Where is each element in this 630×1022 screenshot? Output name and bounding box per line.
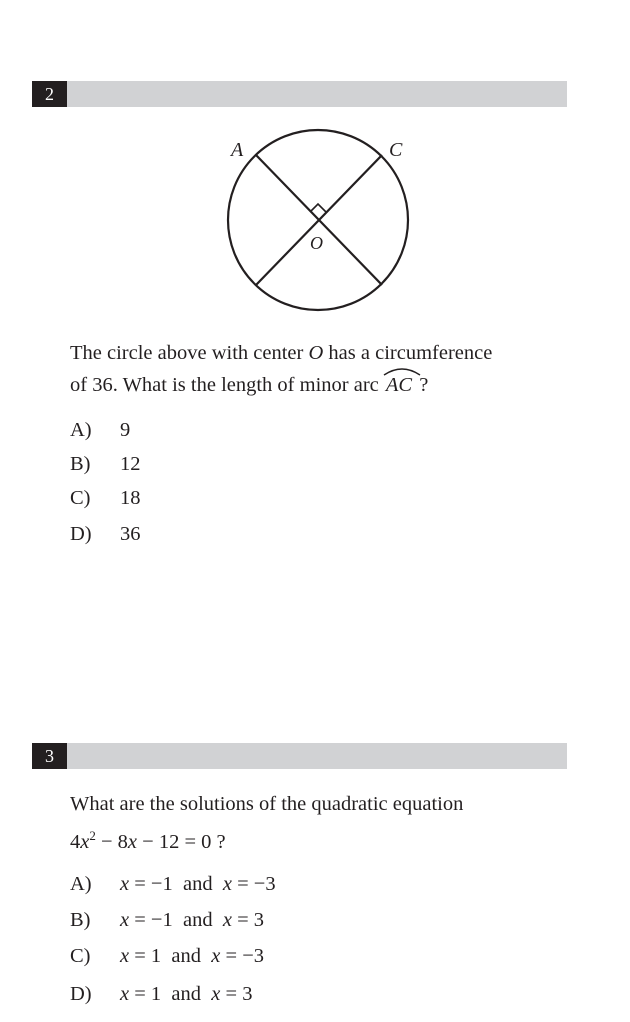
question-2-stem-line-2: of 36. What is the length of minor arc AC ? <box>70 369 492 401</box>
question-3-stem <box>70 788 463 858</box>
question-2-header-bar <box>32 81 567 107</box>
right-angle-mark <box>310 204 326 212</box>
question-2-stem <box>70 337 492 401</box>
choice-3-a[interactable]: A) x = −1 and x = −3 <box>70 873 276 895</box>
choice-2-b[interactable]: B) 12 <box>70 453 141 475</box>
quadratic-equation: $4x^2 - 8x - 12 = 0$ ? <box>70 828 226 853</box>
arc-ac: AC <box>384 369 414 401</box>
question-3-stem-line-1: What are the solutions of the quadratic equation <box>70 793 464 815</box>
label-a: A <box>231 139 244 161</box>
choice-2-c[interactable]: C) 18 <box>70 487 141 509</box>
choice-2-a[interactable]: A) 9 <box>70 419 131 441</box>
label-o: O <box>310 233 323 253</box>
choice-3-b[interactable]: B) x = −1 and x = 3 <box>70 909 265 931</box>
choice-3-c[interactable]: C) x = 1 and x = −3 <box>70 945 265 967</box>
circle-figure <box>200 125 440 325</box>
choice-2-d[interactable]: D) 36 <box>70 523 141 545</box>
question-2-number: 2 <box>32 81 67 107</box>
center-label: O <box>308 342 324 364</box>
question-3-number: 3 <box>32 743 67 769</box>
question-2-stem-line-1: The circle above with center O has a circumference <box>70 342 493 364</box>
question-3-header-bar <box>32 743 567 769</box>
label-c: C <box>389 139 403 161</box>
choice-3-d[interactable]: D) x = 1 and x = 3 <box>70 983 253 1005</box>
